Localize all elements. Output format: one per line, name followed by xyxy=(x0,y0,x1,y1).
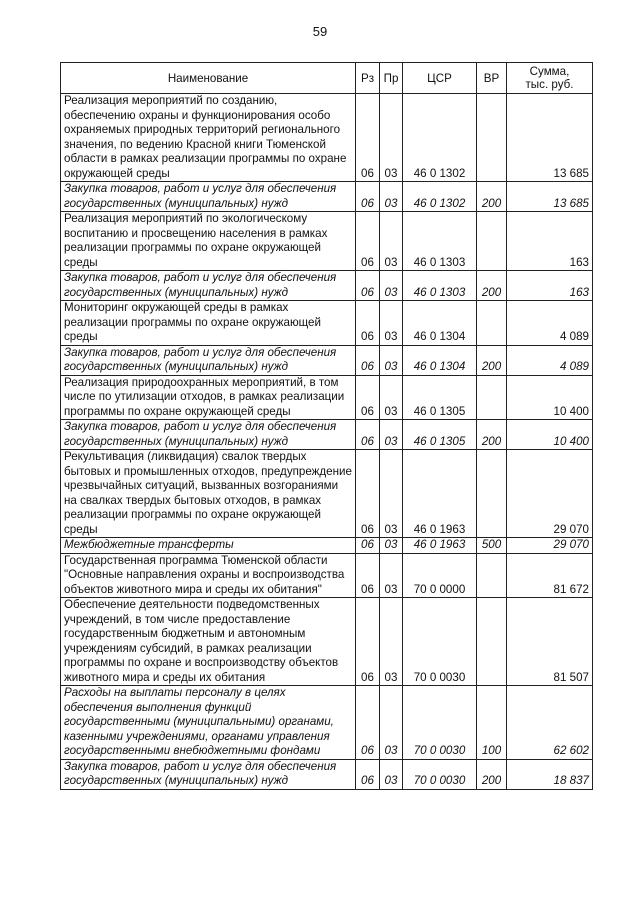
row-pr: 03 xyxy=(380,420,403,450)
table-row xyxy=(61,212,593,271)
row-rz: 06 xyxy=(356,94,380,182)
row-pr: 03 xyxy=(380,212,403,271)
row-pr: 03 xyxy=(380,345,403,375)
row-rz: 06 xyxy=(356,182,380,212)
row-name: Рекультивация (ликвидация) свалок твердых бытовых и промышленных отходов, предупреждение чрезвычайных ситуаций, вызванных возгораниями на свалках твердых бытовых отходов, в рамках реализации программы по охране окружающей среды xyxy=(61,450,356,538)
row-name: Мониторинг окружающей среды в рамках реализации программы по охране окружающей среды xyxy=(61,301,356,346)
row-vr xyxy=(477,94,507,182)
page-number: 59 xyxy=(312,24,328,39)
row-rz: 06 xyxy=(356,538,380,554)
row-csr: 46 0 1303 xyxy=(403,271,477,301)
row-rz: 06 xyxy=(356,686,380,760)
row-csr: 46 0 1302 xyxy=(403,182,477,212)
row-vr: 100 xyxy=(477,686,507,760)
table-row xyxy=(61,686,593,760)
row-name: Расходы на выплаты персоналу в целях обеспечения выполнения функций государственными (муниципальными) органами, казенными учреждениями, органами управления государственными внебюджетными фондами xyxy=(61,686,356,760)
row-pr: 03 xyxy=(380,450,403,538)
row-sum: 163 xyxy=(507,271,593,301)
row-sum: 29 070 xyxy=(507,538,593,554)
row-name: Закупка товаров, работ и услуг для обеспечения государственных (муниципальных) нужд xyxy=(61,271,356,301)
row-name: Государственная программа Тюменской области "Основные направления охраны и воспроизводства объектов животного мира и среды их обитания" xyxy=(61,553,356,598)
row-csr: 46 0 1305 xyxy=(403,375,477,420)
header-sum-line2: тыс. руб. xyxy=(525,78,574,91)
row-vr: 200 xyxy=(477,759,507,789)
row-rz: 06 xyxy=(356,759,380,789)
header-csr: ЦСР xyxy=(403,63,477,94)
row-pr: 03 xyxy=(380,375,403,420)
row-sum: 10 400 xyxy=(507,420,593,450)
table-row xyxy=(61,450,593,538)
row-csr: 46 0 1963 xyxy=(403,538,477,554)
row-rz: 06 xyxy=(356,301,380,346)
table-row xyxy=(61,420,593,450)
row-name: Реализация природоохранных мероприятий, в том числе по утилизации отходов, в рамках реализации программы по охране окружающей среды xyxy=(61,375,356,420)
row-pr: 03 xyxy=(380,553,403,598)
row-sum: 10 400 xyxy=(507,375,593,420)
table-row xyxy=(61,375,593,420)
row-csr: 70 0 0030 xyxy=(403,598,477,686)
row-csr: 46 0 1305 xyxy=(403,420,477,450)
row-vr: 500 xyxy=(477,538,507,554)
row-pr: 03 xyxy=(380,686,403,760)
row-csr: 46 0 1303 xyxy=(403,212,477,271)
row-pr: 03 xyxy=(380,759,403,789)
row-rz: 06 xyxy=(356,212,380,271)
row-name: Закупка товаров, работ и услуг для обеспечения государственных (муниципальных) нужд xyxy=(61,182,356,212)
row-vr: 200 xyxy=(477,420,507,450)
row-vr xyxy=(477,301,507,346)
row-name: Закупка товаров, работ и услуг для обеспечения государственных (муниципальных) нужд xyxy=(61,420,356,450)
row-sum: 29 070 xyxy=(507,450,593,538)
row-name: Закупка товаров, работ и услуг для обеспечения государственных (муниципальных) нужд xyxy=(61,759,356,789)
table-row xyxy=(61,271,593,301)
table-header-row xyxy=(61,63,593,94)
row-sum: 81 672 xyxy=(507,553,593,598)
row-sum: 13 685 xyxy=(507,182,593,212)
header-vr: ВР xyxy=(477,63,507,94)
table-row xyxy=(61,553,593,598)
header-rz: Рз xyxy=(356,63,380,94)
row-rz: 06 xyxy=(356,345,380,375)
row-sum: 18 837 xyxy=(507,759,593,789)
row-sum: 81 507 xyxy=(507,598,593,686)
header-sum-line1: Сумма, xyxy=(529,65,570,78)
row-vr: 200 xyxy=(477,345,507,375)
row-vr: 200 xyxy=(477,271,507,301)
row-sum: 4 089 xyxy=(507,345,593,375)
table-row xyxy=(61,182,593,212)
row-name: Обеспечение деятельности подведомственных учреждений, в том числе предоставление государственным бюджетным и автономным учреждениям субсидий, в рамках реализации программы по охране и воспроизводству объектов животного мира и среды их обитания xyxy=(61,598,356,686)
row-rz: 06 xyxy=(356,553,380,598)
row-csr: 46 0 1304 xyxy=(403,345,477,375)
row-rz: 06 xyxy=(356,271,380,301)
table-row xyxy=(61,345,593,375)
header-pr: Пр xyxy=(380,63,403,94)
row-rz: 06 xyxy=(356,420,380,450)
row-vr xyxy=(477,598,507,686)
row-csr: 46 0 1304 xyxy=(403,301,477,346)
row-pr: 03 xyxy=(380,538,403,554)
row-csr: 70 0 0030 xyxy=(403,759,477,789)
table-row xyxy=(61,94,593,182)
row-pr: 03 xyxy=(380,94,403,182)
row-sum: 62 602 xyxy=(507,686,593,760)
row-sum: 13 685 xyxy=(507,94,593,182)
row-csr: 46 0 1963 xyxy=(403,450,477,538)
row-vr xyxy=(477,553,507,598)
row-vr xyxy=(477,212,507,271)
header-sum xyxy=(507,63,593,94)
row-pr: 03 xyxy=(380,182,403,212)
row-csr: 70 0 0030 xyxy=(403,686,477,760)
budget-table xyxy=(60,62,593,790)
row-vr: 200 xyxy=(477,182,507,212)
header-name: Наименование xyxy=(61,63,356,94)
table-row xyxy=(61,301,593,346)
row-pr: 03 xyxy=(380,271,403,301)
row-vr xyxy=(477,450,507,538)
row-name: Межбюджетные трансферты xyxy=(61,538,356,554)
row-name: Реализация мероприятий по экологическому воспитанию и просвещению населения в рамках реализации программы по охране окружающей среды xyxy=(61,212,356,271)
row-pr: 03 xyxy=(380,301,403,346)
row-rz: 06 xyxy=(356,450,380,538)
table-row xyxy=(61,538,593,554)
row-vr xyxy=(477,375,507,420)
row-sum: 163 xyxy=(507,212,593,271)
table-row xyxy=(61,598,593,686)
row-csr: 70 0 0000 xyxy=(403,553,477,598)
row-pr: 03 xyxy=(380,598,403,686)
row-sum: 4 089 xyxy=(507,301,593,346)
row-name: Реализация мероприятий по созданию, обеспечению охраны и функционирования особо охраняемых природных территорий регионального значения, по ведению Красной книги Тюменской области в рамках реализации программы по охране окружающей среды xyxy=(61,94,356,182)
row-rz: 06 xyxy=(356,598,380,686)
row-name: Закупка товаров, работ и услуг для обеспечения государственных (муниципальных) нужд xyxy=(61,345,356,375)
table-row xyxy=(61,759,593,789)
row-csr: 46 0 1302 xyxy=(403,94,477,182)
row-rz: 06 xyxy=(356,375,380,420)
